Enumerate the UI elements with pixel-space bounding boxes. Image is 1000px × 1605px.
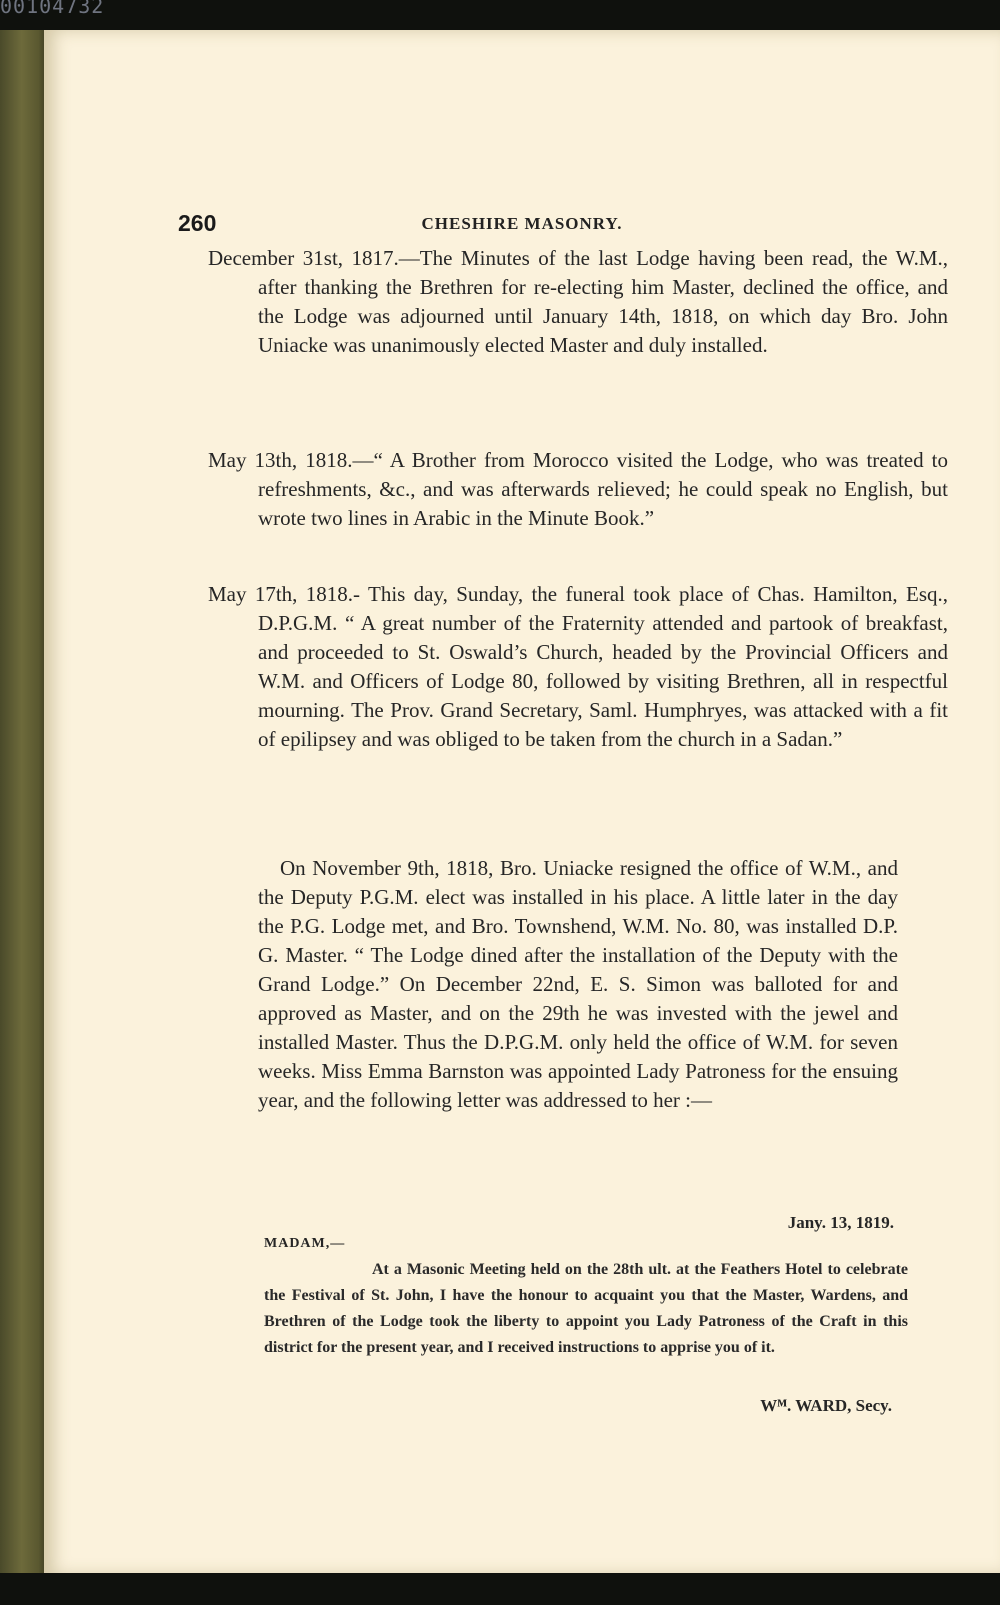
- letter-body: At a Masonic Meeting held on the 28th ult. at the Feathers Hotel to celebrate the Festival of St. John, I have the honour to acquaint you that the Master, Wardens, and Brethren of the Lodge took the liberty to appoint you Lady Patroness of the Craft in this district for the present year, and I received instructions to apprise you of it.: [264, 1261, 908, 1356]
- narrative-paragraph: On November 9th, 1818, Bro. Uniacke resigned the office of W.M., and the Deputy P.G.M. elect was installed in his place. A little later in the day the P.G. Lodge met, and Bro. Townshend, W.M. No. 80, was installed D.P. G. Master. “ The Lodge dined after the installation of the Deputy with the Grand Lodge.” On December 22nd, E. S. Simon was balloted for and approved as Master, and on the 29th he was invested with the jewel and installed Master. Thus the D.P.G.M. only held the office of W.M. for seven weeks. Miss Emma Barnston was appointed Lady Patroness for the ensuing year, and the following letter was addressed to her :—: [258, 856, 898, 1112]
- entry-may-17-1818: May 17th, 1818.- This day, Sunday, the funeral took place of Chas. Hamilton, Esq., D.P.G.M. “ A great number of the Fraternity attended and partook of breakfast, and proceeded to St. Oswald’s Church, headed by the Provincial Officers and W.M. and Officers of Lodge 80, followed by visiting Brethren, all in respectful mourning. The Prov. Grand Secretary, Saml. Humphryes, was attacked with a fit of epilipsey and was obliged to be taken from the church in a Sadan.”: [208, 582, 948, 751]
- scan-top-band: [0, 0, 1000, 32]
- running-title: CHESHIRE MASONRY.: [421, 214, 623, 233]
- scan-bottom-band: [0, 1573, 1000, 1605]
- letter-date: Jany. 13, 1819.: [787, 1213, 894, 1232]
- book-page: [44, 30, 1000, 1575]
- book-binding: [0, 30, 48, 1575]
- entry-may-13-1818: May 13th, 1818.—“ A Brother from Morocco visited the Lodge, who was treated to refreshments, &c., and was afterwards relieved; he could speak no English, but wrote two lines in Arabic in the Minute Book.”: [208, 448, 948, 530]
- page-number: 260: [178, 210, 217, 236]
- letter-salutation: MADAM,—: [264, 1236, 346, 1251]
- entry-december-1817: December 31st, 1817.—The Minutes of the last Lodge having been read, the W.M., after thanking the Brethren for re-electing him Master, declined the office, and the Lodge was adjourned until January 14th, 1818, on which day Bro. John Uniacke was unanimously elected Master and duly installed.: [208, 246, 948, 357]
- scan-identifier: 00104732: [0, 0, 105, 18]
- page-header: [44, 210, 1000, 244]
- letter-signature: Wᴹ. WARD, Secy.: [760, 1396, 892, 1415]
